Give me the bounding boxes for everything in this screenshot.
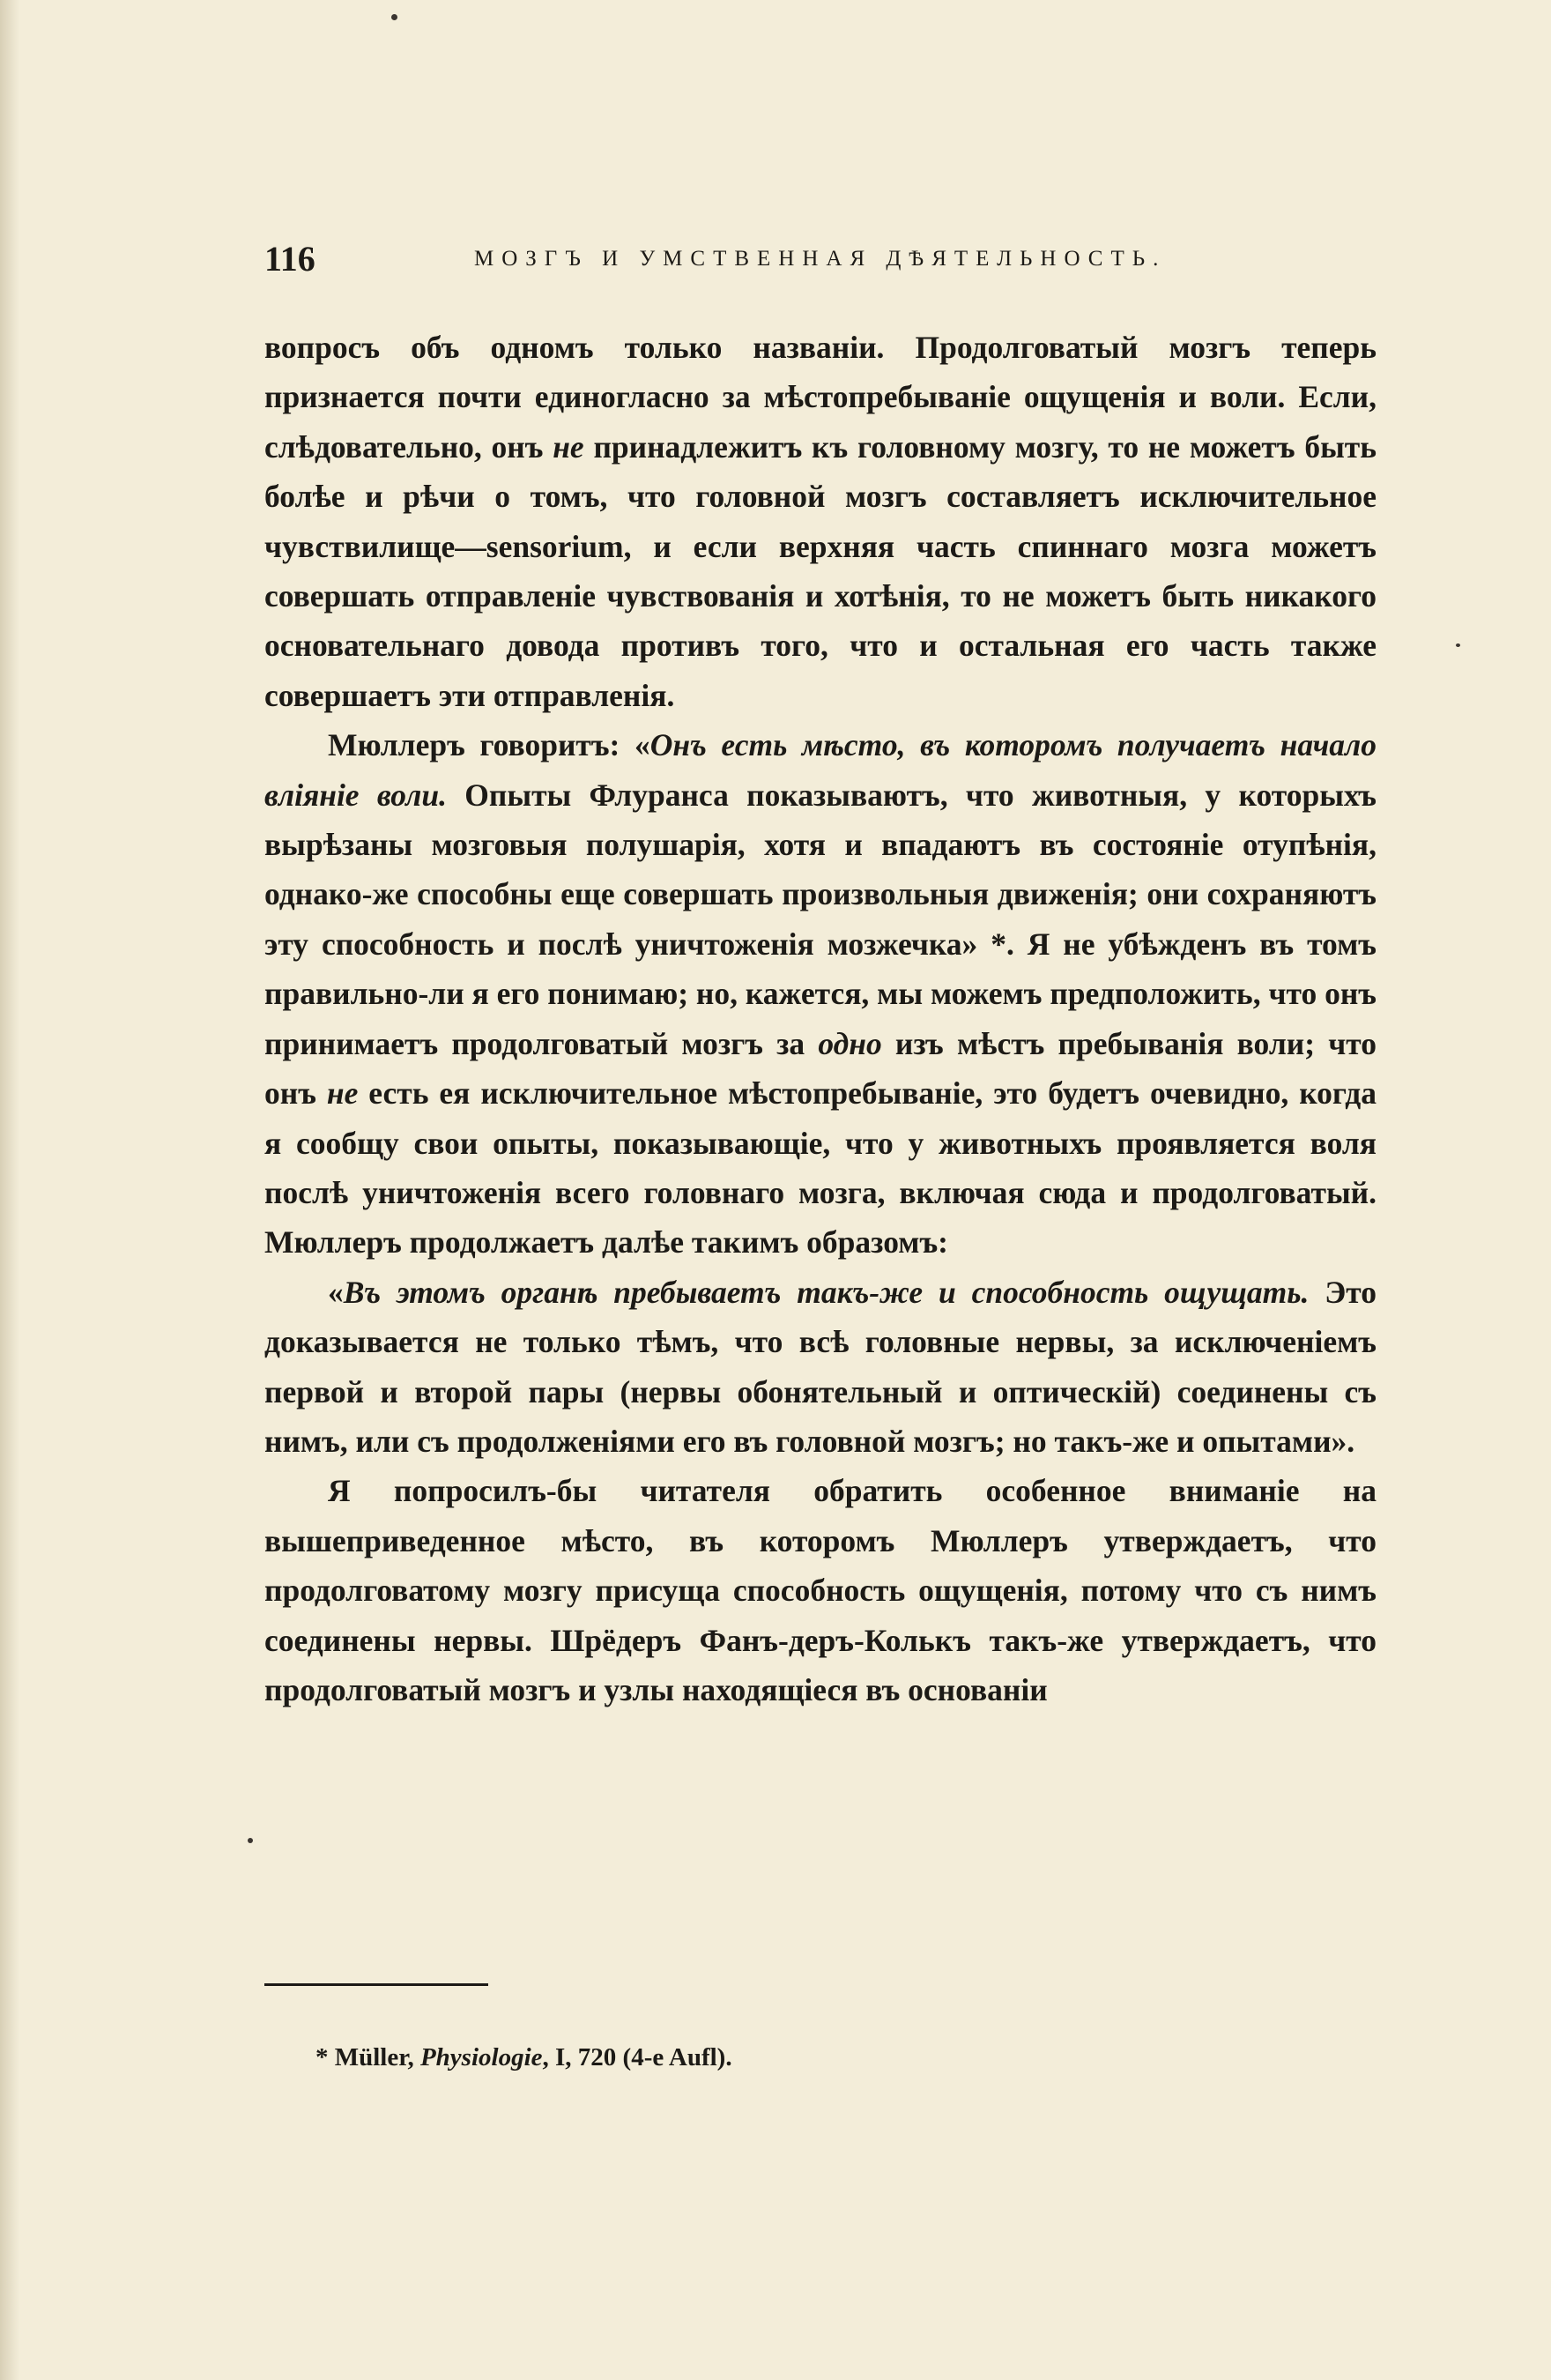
footnote-citation: , I, 720 (4-e Aufl). xyxy=(542,2043,732,2071)
footnote-author: Müller, xyxy=(334,2043,420,2071)
paragraph xyxy=(264,720,1377,1267)
text-run: « xyxy=(328,1274,344,1310)
emphasis-text: не xyxy=(553,428,584,465)
emphasis-text: одно xyxy=(818,1025,882,1061)
emphasis-text: Въ этомъ органѣ пребываетъ такъ-же и способность ощущать. xyxy=(343,1274,1310,1310)
emphasis-text: Онъ есть мѣсто, въ которомъ получаетъ начало вліяніе воли. xyxy=(264,727,1377,813)
text-run: изъ мѣстъ пребыванія воли; что онъ xyxy=(264,1025,1377,1112)
running-header xyxy=(264,238,1410,282)
footnote-work: Physiologie xyxy=(419,2043,543,2071)
text-run: вопросъ объ одномъ только названіи. Продолговатый мозгъ теперь признается почти единогласно за мѣстопребываніе ощущенія и воли. Если, слѣдовательно, онъ xyxy=(264,330,1377,465)
ink-speck xyxy=(248,1838,253,1843)
emphasis-text: не xyxy=(326,1075,359,1112)
text-run: Это доказывается не только тѣмъ, что всѣ головные нервы, за исключеніемъ первой и второй пары (нервы обонятельный и оптическій) соединены съ нимъ, или съ продолженіями его въ головной мозгъ; но такъ-же и опытами». xyxy=(264,1274,1377,1459)
paragraph xyxy=(264,1466,1377,1714)
footnote xyxy=(315,2043,732,2072)
page-edge-shadow xyxy=(0,0,19,2380)
text-run: принадлежитъ къ головному мозгу, то не можетъ быть болѣе и рѣчи о томъ, что головной мозгъ составляетъ исключительное чувствилище—sensorium, и если верхняя часть спиннаго мозга можетъ совершать отправленіе чувствованія и хотѣнія, то не можетъ быть никакого основательнаго довода противъ того, что и остальная его часть также совершаетъ эти отправленія. xyxy=(264,428,1377,713)
running-title: МОЗГЪ И УМСТВЕННАЯ ДѢЯТЕЛЬНОСТЬ. xyxy=(474,247,1167,271)
paragraph xyxy=(264,323,1377,720)
page-number: 116 xyxy=(264,239,315,279)
paragraph xyxy=(264,1268,1377,1467)
text-run: Я попросилъ-бы читателя обратить особенное вниманіе на вышеприведенное мѣсто, въ которомъ Мюллеръ утверждаетъ, что продолговатому мозгу присуща способность ощущенія, потому что съ нимъ соединены нервы. Шрёдеръ Фанъ-деръ-Колькъ такъ-же утверждаетъ, что продолговатый мозгъ и узлы находящіеся въ основаніи xyxy=(264,1473,1377,1707)
text-run: Мюллеръ говоритъ: « xyxy=(328,727,650,763)
ink-speck xyxy=(391,14,397,20)
footnote-rule xyxy=(264,1983,488,1986)
body-text xyxy=(264,323,1377,1714)
text-run: Опыты Флуранса показываютъ, что животныя, у которыхъ вырѣзаны мозговыя полушарія, хотя и впадаютъ въ состояніе отупѣнія, однако-же способны еще совершать произвольныя движенія; они сохраняютъ эту способность и послѣ уничтоженія мозжечка» *. Я не убѣжденъ въ томъ правильно-ли я его понимаю; но, кажется, мы можемъ предположить, что онъ принимаетъ продолговатый мозгъ за xyxy=(264,777,1377,1061)
footnote-marker: * xyxy=(315,2043,335,2071)
ink-speck xyxy=(1456,643,1460,647)
text-run: есть ея исключительное мѣстопребываніе, это будетъ очевидно, когда я сообщу свои опыты, показывающіе, что у животныхъ проявляется воля послѣ уничтоженія всего головнаго мозга, включая сюда и продолговатый. Мюллеръ продолжаетъ далѣе такимъ образомъ: xyxy=(264,1075,1377,1261)
